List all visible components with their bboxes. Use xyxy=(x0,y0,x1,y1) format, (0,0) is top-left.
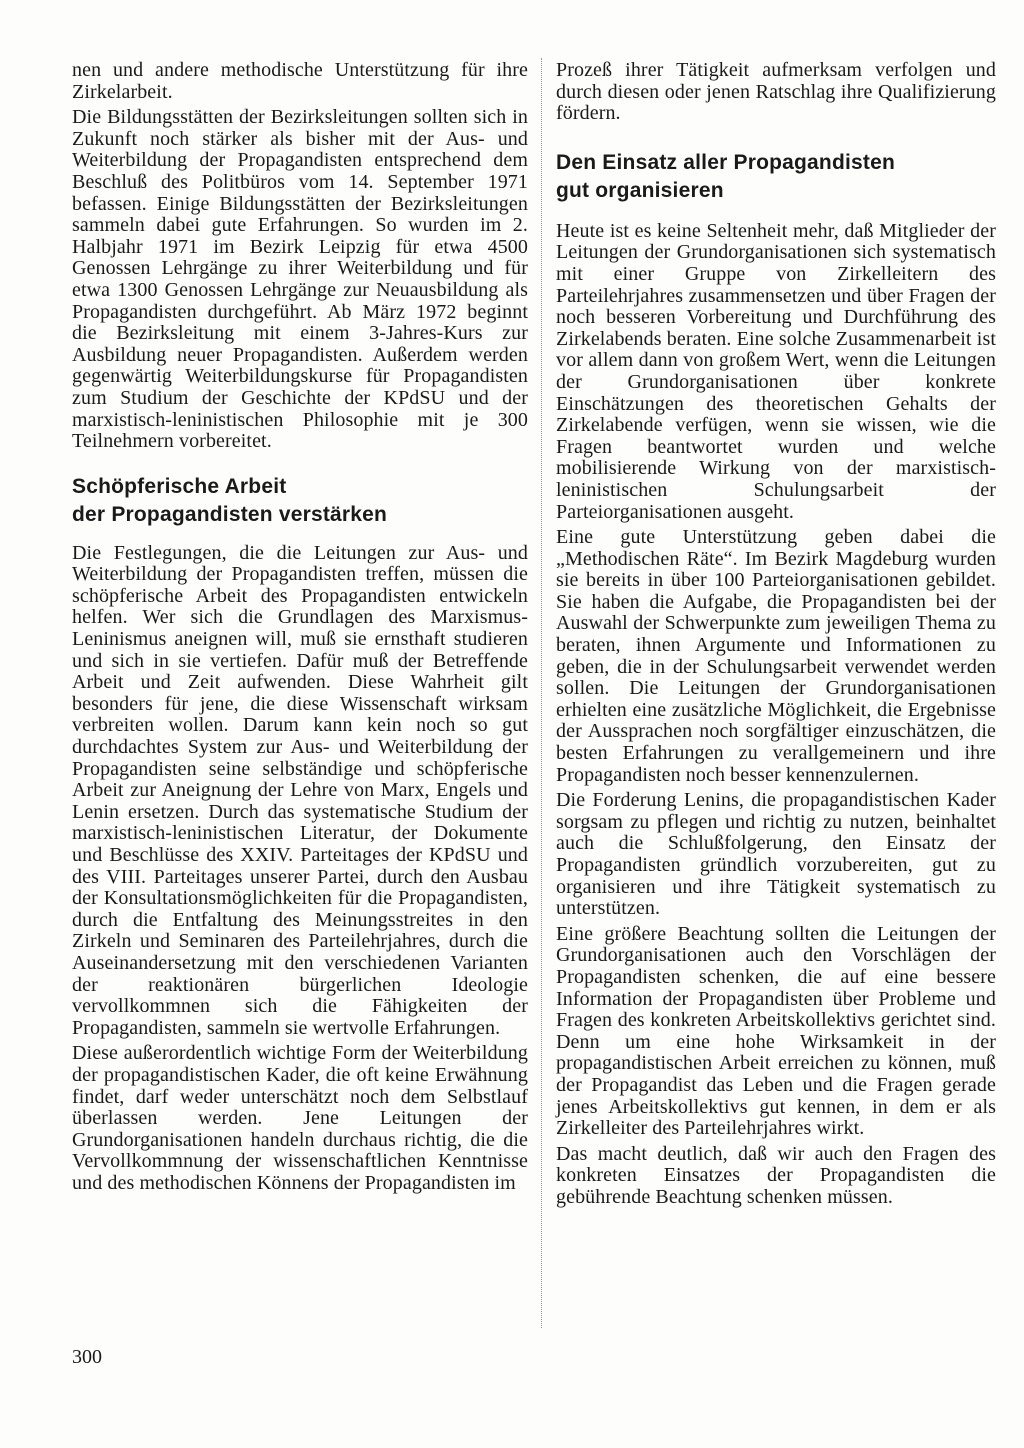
heading-line: der Propagandisten verstärken xyxy=(72,502,388,526)
paragraph: Die Bildungsstätten der Bezirksleitungen sollten sich in Zukunft noch stärker als bisher mit der Aus- und Weiterbildung der Propagandisten entsprechend dem Beschluß des Politbüros vom 14. September 1971 befassen. Einige Bildungsstätten der Bezirksleitungen sammeln dabei gute Erfahrungen. So wurden im 2. Halbjahr 1971 im Bezirk Leipzig für etwa 4500 Genossen Lehrgänge zu ihrer Weiterbildung und für etwa 1300 Genossen Lehrgänge zur Neuausbildung als Propagandisten durchgeführt. Ab März 1972 beginnt die Bezirksleitung mit einem 3-Jahres-Kurs zur Ausbildung neuer Propagandisten. Außerdem werden gegenwärtig Weiterbildungskurse für Propagandisten zum Studium der Geschichte der KPdSU und der marxistisch-leninistischen Philosophie mit je 300 Teilnehmern vorbereitet. xyxy=(72,106,528,453)
heading-line: Schöpferische Arbeit xyxy=(72,474,287,498)
section-heading xyxy=(72,473,528,529)
paragraph: Die Festlegungen, die die Leitungen zur Aus- und Weiterbildung der Propagandisten treffen, müssen die schöpferische Arbeit des Propagandisten entwickeln helfen. Wer sich die Grundlagen des Marxismus-Leninismus aneignen will, muß sie ernsthaft studieren und sich in sie vertiefen. Dafür muß der Betreffende Arbeit und Zeit aufwenden. Diese Wahrheit gilt besonders für jene, die diese Wissenschaft wirksam verbreiten wollen. Darum kann kein noch so gut durchdachtes System zur Aus- und Weiterbildung der Propagandisten seine selbständige und schöpferische Arbeit zur Aneignung der Lehre von Marx, Engels und Lenin ersetzen. Durch das systematische Studium der marxistisch-leninistischen Literatur, der Dokumente und Beschlüsse des XXIV. Parteitages der KPdSU und des VIII. Parteitages unserer Partei, durch den Ausbau der Konsultationsmöglichkeiten für die Propagandisten, durch die Entfaltung des Meinungsstreites in den Zirkeln und Seminaren des Parteilehrjahres, durch die Auseinandersetzung mit den verschiedenen Varianten der reaktionären bürgerlichen Ideologie vervollkommnen sich die Fähigkeiten der Propagandisten, sammeln sie wertvolle Erfahrungen. xyxy=(72,541,528,1039)
paragraph: Eine gute Unterstützung geben dabei die „Methodischen Räte“. Im Bezirk Magdeburg wurden sie bereits in über 100 Parteiorganisationen gebildet. Sie haben die Aufgabe, die Propagandisten bei der Auswahl der Schwerpunkte zum jeweiligen Thema zu beraten, ihnen Argumente und Informationen zu geben, die in der Schulungsarbeit verwendet werden sollen. Die Leitungen der Grundorganisationen erhielten eine zusätzliche Möglichkeit, die Ergebnisse der Aussprachen noch sorgfältiger einzuschätzen, die besten Erfahrungen zu verallgemeinern und ihre Propagandisten noch besser kennenzulernen. xyxy=(556,526,996,786)
heading-line: Den Einsatz aller Propagandisten xyxy=(556,150,895,174)
paragraph: Prozeß ihrer Tätigkeit aufmerksam verfolgen und durch diesen oder jenen Ratschlag ihre Qualifizierung fördern. xyxy=(556,59,996,125)
left-column xyxy=(72,60,528,1199)
paragraph: Heute ist es keine Seltenheit mehr, daß Mitglieder der Leitungen der Grundorganisationen sich systematisch mit einer Gruppe von Zirkelleitern des Parteilehrjahres zusammensetzen und über Fragen der noch besseren Vorbereitung und Durchführung des Zirkelabends beraten. Eine solche Zusammenarbeit ist vor allem dann von großem Wert, wenn die Leitungen der Grundorganisationen über konkrete Einschätzungen des theoretischen Gehalts der Zirkelabende verfügen, wenn sie wissen, wie die Fragen beantwortet wurden und welche mobilisierende Wirkung von der marxistisch-leninistischen Schulungsarbeit der Parteiorganisationen ausgeht. xyxy=(556,219,996,523)
paragraph: Diese außerordentlich wichtige Form der Weiterbildung der propagandistischen Kader, die oft keine Erwähnung findet, darf weder unterschätzt noch dem Selbstlauf überlassen werden. Jene Leitungen der Grundorganisationen handeln durchaus richtig, die die Vervollkommnung der wissenschaftlichen Kenntnisse und des methodischen Könnens der Propagandisten im xyxy=(72,1042,528,1194)
paragraph: Das macht deutlich, daß wir auch den Fragen des konkreten Einsatzes der Propagandisten die gebührende Beachtung schenken müssen. xyxy=(556,1142,996,1208)
column-divider xyxy=(541,58,542,1328)
section-heading xyxy=(556,149,996,205)
paragraph: Die Forderung Lenins, die propagandistischen Kader sorgsam zu pflegen und richtig zu nutzen, beinhaltet auch die Schlußfolgerung, den Einsatz der Propagandisten gründlich vorzubereiten, gut zu organisieren und ihre Tätigkeit systematisch zu unterstützen. xyxy=(556,789,996,920)
page-number: 300 xyxy=(72,1346,102,1368)
right-column xyxy=(556,60,996,1213)
heading-line: gut organisieren xyxy=(556,178,724,202)
paragraph: Eine größere Beachtung sollten die Leitungen der Grundorganisationen auch den Vorschlägen der Propagandisten schenken, die auf eine bessere Information der Propagandisten über Probleme und Fragen des konkreten Arbeitskollektivs gerichtet sind. Denn um eine hohe Wirksamkeit in der propagandistischen Arbeit erreichen zu können, muß der Propagandist das Leben und die Fragen gerade jenes Arbeitskollektivs gut kennen, in dem er als Zirkelleiter des Parteilehrjahres wirkt. xyxy=(556,922,996,1140)
paragraph: nen und andere methodische Unterstützung für ihre Zirkelarbeit. xyxy=(72,59,528,103)
